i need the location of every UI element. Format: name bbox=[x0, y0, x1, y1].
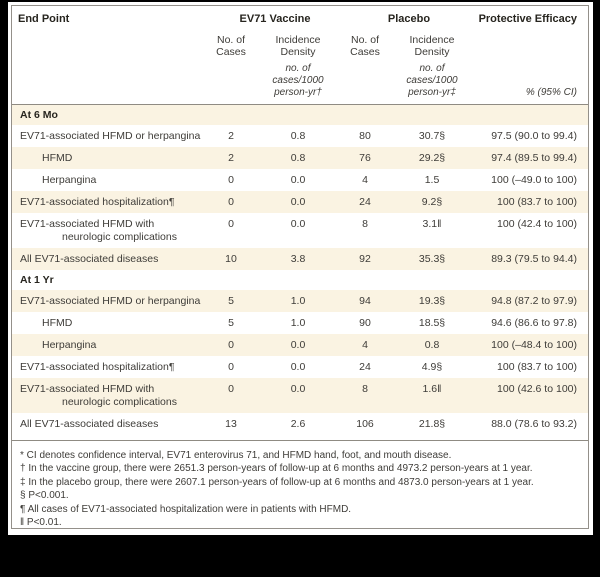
placebo-cases-value: 4 bbox=[362, 339, 368, 351]
endpoint-label: EV71-associated hospitalization¶ bbox=[20, 196, 175, 208]
placebo-incidence-value: 18.5§ bbox=[418, 317, 446, 329]
vaccine-incidence-value: 1.0 bbox=[290, 295, 306, 307]
table-row bbox=[12, 125, 588, 147]
section-header-1yr: At 1 Yr bbox=[20, 274, 54, 286]
endpoint-label: EV71-associated hospitalization¶ bbox=[20, 361, 175, 373]
efficacy-value: 100 (–48.4 to 100) bbox=[491, 339, 577, 351]
efficacy-value: 89.3 (79.5 to 94.4) bbox=[491, 253, 577, 265]
protective-efficacy-header: Protective Efficacy bbox=[478, 13, 577, 25]
section-header-6mo: At 6 Mo bbox=[12, 105, 588, 125]
placebo-incidence-value: 1.5 bbox=[424, 174, 440, 186]
vaccine-incidence-header: Incidence Density bbox=[275, 34, 321, 58]
vaccine-cases-value: 0 bbox=[228, 174, 234, 186]
table-row bbox=[12, 248, 588, 270]
placebo-incidence-value: 30.7§ bbox=[418, 130, 446, 142]
vaccine-cases-value: 0 bbox=[228, 361, 234, 373]
table-sub-header bbox=[12, 25, 588, 58]
table-units-row bbox=[12, 58, 588, 99]
table-row bbox=[12, 213, 588, 248]
efficacy-table bbox=[11, 5, 589, 529]
endpoint-label: EV71-associated HFMD with neurologic complications bbox=[20, 218, 177, 243]
placebo-incidence-value: 29.2§ bbox=[418, 152, 446, 164]
placebo-cases-value: 94 bbox=[359, 295, 371, 307]
efficacy-value: 100 (–49.0 to 100) bbox=[491, 174, 577, 186]
table-row bbox=[12, 413, 588, 435]
efficacy-value: 100 (83.7 to 100) bbox=[497, 361, 577, 373]
vaccine-incidence-value: 0.0 bbox=[290, 218, 306, 230]
placebo-incidence-value: 19.3§ bbox=[418, 295, 446, 307]
vaccine-incidence-value: 2.6 bbox=[290, 418, 306, 430]
vaccine-incidence-value: 0.0 bbox=[290, 383, 306, 395]
placebo-incidence-value: 21.8§ bbox=[418, 418, 446, 430]
endpoint-label: EV71-associated HFMD with neurologic complications bbox=[20, 383, 177, 408]
vaccine-cases-value: 5 bbox=[228, 295, 234, 307]
placebo-cases-value: 24 bbox=[359, 196, 371, 208]
table-row bbox=[12, 169, 588, 191]
placebo-cases-value: 80 bbox=[359, 130, 371, 142]
placebo-unit-label: no. of cases/1000 person-yr‡ bbox=[406, 63, 458, 98]
endpoint-label: All EV71-associated diseases bbox=[20, 418, 159, 430]
endpoint-label: EV71-associated HFMD or herpangina bbox=[20, 295, 201, 307]
placebo-cases-value: 106 bbox=[356, 418, 374, 430]
placebo-incidence-value: 35.3§ bbox=[418, 253, 446, 265]
table-row bbox=[12, 378, 588, 413]
efficacy-value: 97.5 (90.0 to 99.4) bbox=[491, 130, 577, 142]
efficacy-value: 100 (83.7 to 100) bbox=[497, 196, 577, 208]
vaccine-group-header: EV71 Vaccine bbox=[239, 13, 311, 25]
endpoint-label: Herpangina bbox=[42, 339, 97, 351]
table-backdrop bbox=[8, 2, 593, 535]
placebo-cases-value: 8 bbox=[362, 383, 368, 395]
vaccine-cases-header: No. of Cases bbox=[216, 34, 246, 58]
vaccine-incidence-value: 0.0 bbox=[290, 361, 306, 373]
end-point-header: End Point bbox=[18, 13, 70, 25]
table-row bbox=[12, 356, 588, 378]
placebo-cases-header: No. of Cases bbox=[350, 34, 380, 58]
placebo-incidence-header: Incidence Density bbox=[409, 34, 455, 58]
footnotes bbox=[12, 441, 588, 529]
endpoint-label: Herpangina bbox=[42, 174, 97, 186]
vaccine-incidence-value: 0.0 bbox=[290, 196, 306, 208]
table-row bbox=[12, 334, 588, 356]
vaccine-cases-value: 13 bbox=[225, 418, 237, 430]
efficacy-value: 100 (42.4 to 100) bbox=[497, 218, 577, 230]
endpoint-label: HFMD bbox=[42, 317, 73, 329]
placebo-incidence-value: 4.9§ bbox=[421, 361, 443, 373]
footnote-pilcrow: ¶ All cases of EV71-associated hospitalization were in patients with HFMD. bbox=[20, 503, 352, 515]
placebo-incidence-value: 1.6‖ bbox=[422, 383, 442, 395]
vaccine-incidence-value: 0.0 bbox=[290, 174, 306, 186]
vaccine-incidence-value: 1.0 bbox=[290, 317, 306, 329]
footnote-parallel: ‖ P<0.01. bbox=[20, 517, 62, 529]
endpoint-label: All EV71-associated diseases bbox=[20, 253, 159, 265]
vaccine-cases-value: 0 bbox=[228, 339, 234, 351]
vaccine-incidence-value: 0.8 bbox=[290, 130, 306, 142]
vaccine-incidence-value: 0.8 bbox=[290, 152, 306, 164]
footnote-section: § P<0.001. bbox=[20, 490, 69, 502]
footnote-asterisk: * CI denotes confidence interval, EV71 enterovirus 71, and HFMD hand, foot, and mouth disease. bbox=[20, 450, 452, 461]
efficacy-value: 94.6 (86.6 to 97.8) bbox=[491, 317, 577, 329]
vaccine-cases-value: 2 bbox=[228, 130, 234, 142]
table-row bbox=[12, 312, 588, 334]
table-group-header bbox=[12, 10, 588, 25]
placebo-incidence-value: 0.8 bbox=[424, 339, 440, 351]
efficacy-value: 94.8 (87.2 to 97.9) bbox=[491, 295, 577, 307]
footnote-double-dagger: ‡ In the placebo group, there were 2607.1 person-years of follow-up at 6 months and 4873.0 person-years at 1 year. bbox=[20, 476, 534, 488]
efficacy-value: 100 (42.6 to 100) bbox=[497, 383, 577, 395]
efficacy-unit-label: % (95% CI) bbox=[525, 87, 577, 98]
table-row bbox=[12, 191, 588, 213]
placebo-cases-value: 24 bbox=[359, 361, 371, 373]
vaccine-unit-label: no. of cases/1000 person-yr† bbox=[272, 63, 324, 98]
vaccine-cases-value: 10 bbox=[225, 253, 237, 265]
placebo-cases-value: 4 bbox=[362, 174, 368, 186]
efficacy-value: 88.0 (78.6 to 93.2) bbox=[491, 418, 577, 430]
table-row bbox=[12, 290, 588, 312]
placebo-cases-value: 92 bbox=[359, 253, 371, 265]
placebo-group-header: Placebo bbox=[387, 13, 431, 25]
footnote-dagger: † In the vaccine group, there were 2651.3 person-years of follow-up at 6 months and 4973.2 person-years at 1 year. bbox=[20, 463, 533, 475]
vaccine-cases-value: 0 bbox=[228, 196, 234, 208]
vaccine-cases-value: 0 bbox=[228, 218, 234, 230]
vaccine-cases-value: 0 bbox=[228, 383, 234, 395]
vaccine-cases-value: 2 bbox=[228, 152, 234, 164]
placebo-incidence-value: 3.1‖ bbox=[422, 218, 442, 230]
placebo-cases-value: 90 bbox=[359, 317, 371, 329]
endpoint-label: HFMD bbox=[42, 152, 73, 164]
efficacy-value: 97.4 (89.5 to 99.4) bbox=[491, 152, 577, 164]
placebo-cases-value: 8 bbox=[362, 218, 368, 230]
placebo-incidence-value: 9.2§ bbox=[421, 196, 443, 208]
endpoint-label: EV71-associated HFMD or herpangina bbox=[20, 130, 201, 142]
vaccine-cases-value: 5 bbox=[228, 317, 234, 329]
vaccine-incidence-value: 3.8 bbox=[290, 253, 306, 265]
table-row bbox=[12, 147, 588, 169]
vaccine-incidence-value: 0.0 bbox=[290, 339, 306, 351]
placebo-cases-value: 76 bbox=[359, 152, 371, 164]
